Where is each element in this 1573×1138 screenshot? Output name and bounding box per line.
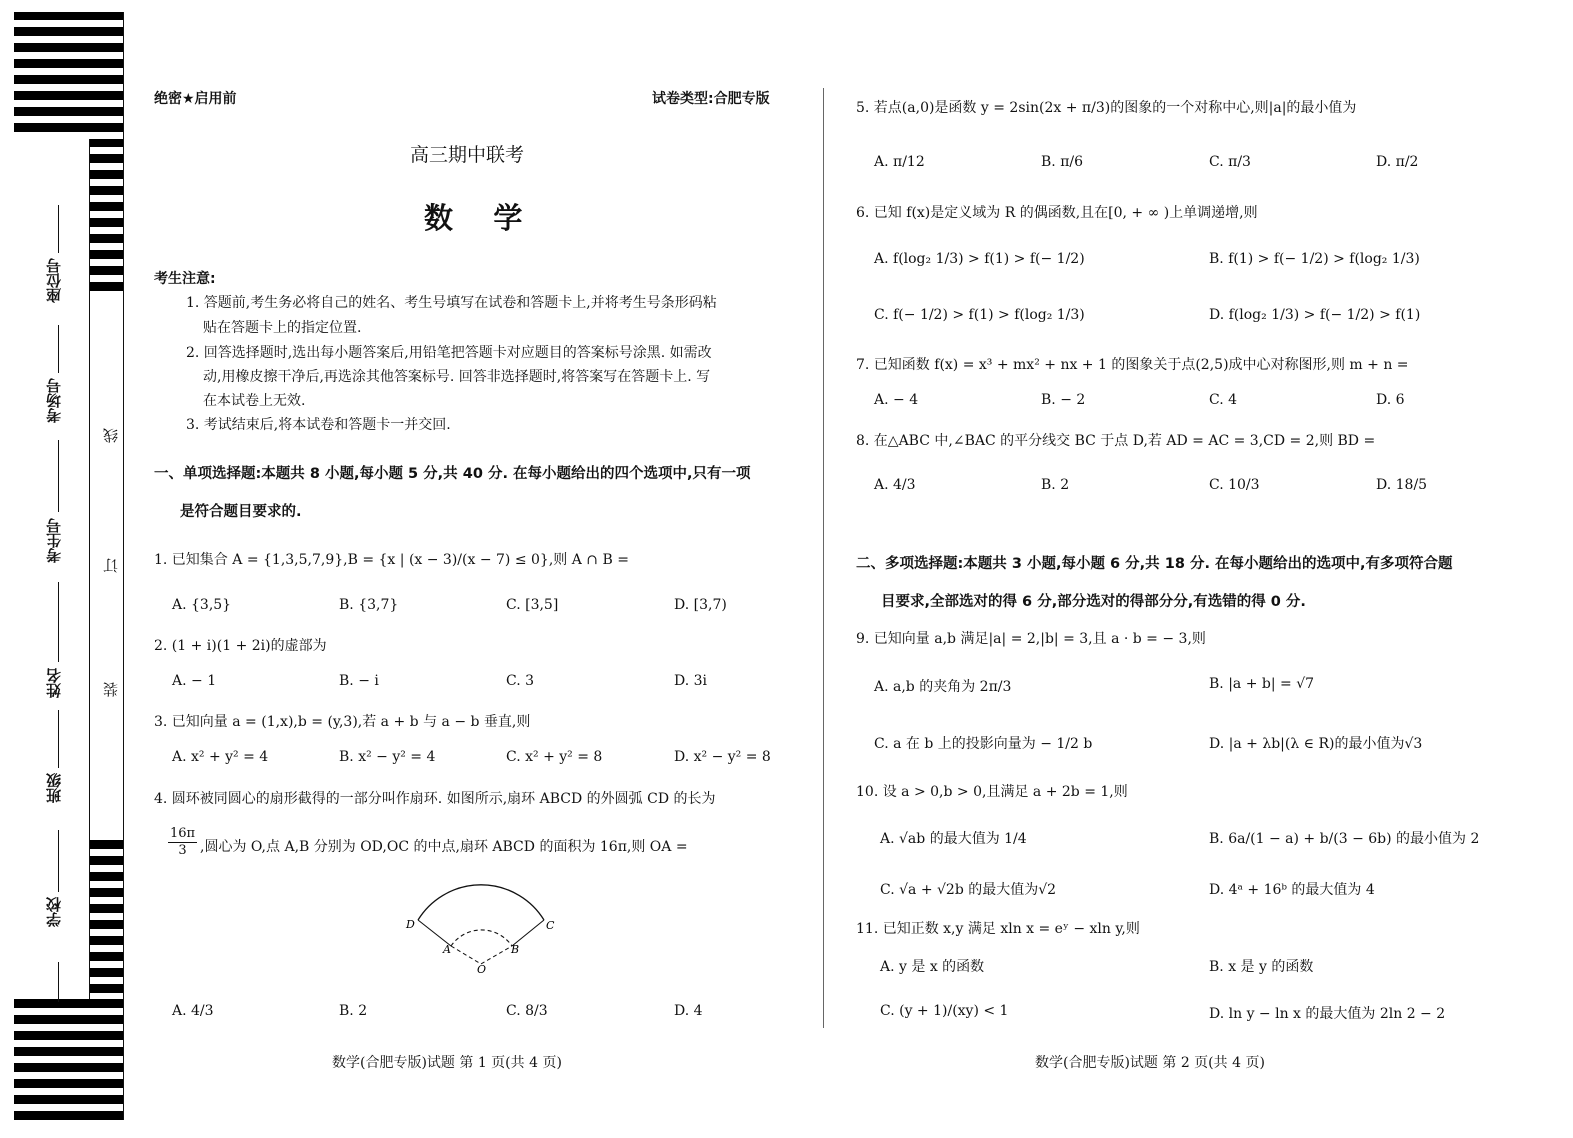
q8-option-a[interactable]: A. 4/3 [874,477,916,493]
q8-option-b[interactable]: B. 2 [1041,477,1070,493]
figure-label-b: B [511,943,520,956]
q1-stem: 1. 已知集合 A = {1,3,5,7,9},B = {x | (x − 3)/(x − 7) ≤ 0},则 A ∩ B = [154,552,629,568]
q3-option-b[interactable]: B. x² − y² = 4 [339,749,436,765]
q2-option-c[interactable]: C. 3 [506,673,535,689]
q4-option-a[interactable]: A. 4/3 [172,1003,214,1019]
footer-right: 数学(合肥专版)试题 第 2 页(共 4 页) [1035,1055,1265,1071]
figure-label-a: A [443,943,451,956]
subject-title: 数 学 [424,201,523,235]
q9-option-a[interactable]: A. a,b 的夹角为 2π/3 [874,679,1012,695]
q6-stem: 6. 已知 f(x)是定义域为 R 的偶函数,且在[0, + ∞ )上单调递增,则 [856,205,1258,221]
q2-option-b[interactable]: B. − i [339,673,379,689]
q10-option-c[interactable]: C. √a + √2b 的最大值为√2 [880,882,1057,898]
q3-stem: 3. 已知向量 a = (1,x),b = (y,3),若 a + b 与 a − b 垂直,则 [154,714,531,730]
q8-stem: 8. 在△ABC 中,∠BAC 的平分线交 BC 于点 D,若 AD = AC = 3,CD = 2,则 BD = [856,433,1376,449]
name-label: 姓名 [45,668,63,698]
class-label: 班级 [45,773,63,803]
seat-label: 座位号 [45,258,63,303]
student-no-label: 考生号 [45,518,63,563]
q1-option-b[interactable]: B. {3,7} [339,597,399,613]
q4-stem: 4. 圆环被同圆心的扇形截得的一部分叫作扇环. 如图所示,扇环 ABCD 的外圆弧 CD 的长为 [154,791,716,807]
section1-heading-2: 是符合题目要求的. [180,504,302,520]
q8-option-c[interactable]: C. 10/3 [1209,477,1260,493]
figure-label-o: O [477,963,487,976]
notice-item-1: 1. 答题前,考生务必将自己的姓名、考生号填写在试卷和答题卡上,并将考生号条形码粘 [186,295,717,311]
figure-label-d: D [406,918,415,931]
q10-stem: 10. 设 a > 0,b > 0,且满足 a + 2b = 1,则 [856,784,1128,800]
q1-option-c[interactable]: C. [3,5] [506,597,559,613]
secret-label: 绝密★启用前 [154,91,237,107]
q9-option-d[interactable]: D. |a + λb|(λ ∈ R)的最小值为√3 [1209,736,1423,752]
section2-heading-2: 目要求,全部选对的得 6 分,部分选对的得部分分,有选错的得 0 分. [881,594,1306,610]
q2-option-a[interactable]: A. − 1 [172,673,217,689]
q5-option-d[interactable]: D. π/2 [1376,154,1419,170]
q4-option-b[interactable]: B. 2 [339,1003,368,1019]
q5-option-c[interactable]: C. π/3 [1209,154,1251,170]
q4-option-d[interactable]: D. 4 [674,1003,703,1019]
notice-item-2c: 在本试卷上无效. [203,393,306,409]
paper-type: 试卷类型:合肥专版 [652,91,770,107]
q3-option-d[interactable]: D. x² − y² = 8 [674,749,771,765]
binding-ding-label: 订 [102,558,120,573]
q6-option-b[interactable]: B. f(1) > f(− 1/2) > f(log₂ 1/3) [1209,251,1420,267]
q4-option-c[interactable]: C. 8/3 [506,1003,548,1019]
q10-option-b[interactable]: B. 6a/(1 − a) + b/(3 − 6b) 的最小值为 2 [1209,831,1480,847]
q5-option-b[interactable]: B. π/6 [1041,154,1084,170]
q7-stem: 7. 已知函数 f(x) = x³ + mx² + nx + 1 的图象关于点(2,5)成中心对称图形,则 m + n = [856,357,1409,373]
q1-option-a[interactable]: A. {3,5} [172,597,232,613]
q11-option-c[interactable]: C. (y + 1)/(xy) < 1 [880,1003,1009,1019]
q9-option-b[interactable]: B. |a + b| = √7 [1209,676,1315,692]
q6-option-a[interactable]: A. f(log₂ 1/3) > f(1) > f(− 1/2) [874,251,1085,267]
q7-option-c[interactable]: C. 4 [1209,392,1238,408]
annulus-sector-figure [400,876,560,976]
q10-option-d[interactable]: D. 4ᵃ + 16ᵇ 的最大值为 4 [1209,882,1375,898]
q11-option-d[interactable]: D. ln y − ln x 的最大值为 2ln 2 − 2 [1209,1006,1446,1022]
column-divider [823,88,824,1028]
q4-fraction: 16π 3 [170,826,196,858]
section2-heading: 二、多项选择题:本题共 3 小题,每小题 6 分,共 18 分. 在每小题给出的选项中,有多项符合题 [856,556,1453,572]
q6-option-c[interactable]: C. f(− 1/2) > f(1) > f(log₂ 1/3) [874,307,1085,323]
notice-item-2: 2. 回答选择题时,选出每小题答案后,用铅笔把答题卡对应题目的答案标号涂黑. 如需改 [186,345,712,361]
q7-option-a[interactable]: A. − 4 [874,392,919,408]
q9-stem: 9. 已知向量 a,b 满足|a| = 2,|b| = 3,且 a · b = − 3,则 [856,631,1206,647]
q2-option-d[interactable]: D. 3i [674,673,708,689]
q4-stem-2: ,圆心为 O,点 A,B 分别为 OD,OC 的中点,扇环 ABCD 的面积为 16π,则 OA = [200,839,688,855]
notice-item-3: 3. 考试结束后,将本试卷和答题卡一并交回. [186,417,451,433]
figure-label-c: C [546,919,555,932]
q7-option-d[interactable]: D. 6 [1376,392,1405,408]
q11-stem: 11. 已知正数 x,y 满足 xln x = eʸ − xln y,则 [856,921,1140,937]
footer-left: 数学(合肥专版)试题 第 1 页(共 4 页) [332,1055,562,1071]
exam-title: 高三期中联考 [410,144,525,166]
q3-option-a[interactable]: A. x² + y² = 4 [172,749,269,765]
q9-option-c[interactable]: C. a 在 b 上的投影向量为 − 1/2 b [874,736,1093,752]
notice-item-2b: 动,用橡皮擦干净后,再选涂其他答案标号. 回答非选择题时,将答案写在答题卡上. 写 [203,369,711,385]
q6-option-d[interactable]: D. f(log₂ 1/3) > f(− 1/2) > f(1) [1209,307,1421,323]
notice-title: 考生注意: [154,271,216,287]
binding-zhuang-label: 装 [102,682,120,697]
q7-option-b[interactable]: B. − 2 [1041,392,1086,408]
q5-option-a[interactable]: A. π/12 [874,154,925,170]
room-label: 考场号 [45,378,63,423]
school-label: 学校 [45,897,63,927]
binding-line-label: 线 [102,428,120,443]
q11-option-a[interactable]: A. y 是 x 的函数 [880,959,985,975]
q11-option-b[interactable]: B. x 是 y 的函数 [1209,959,1314,975]
notice-item-1b: 贴在答题卡上的指定位置. [203,320,362,336]
q10-option-a[interactable]: A. √ab 的最大值为 1/4 [880,831,1027,847]
q2-stem: 2. (1 + i)(1 + 2i)的虚部为 [154,638,327,654]
section1-heading: 一、单项选择题:本题共 8 小题,每小题 5 分,共 40 分. 在每小题给出的四个选项中,只有一项 [154,466,751,482]
q5-stem: 5. 若点(a,0)是函数 y = 2sin(2x + π/3)的图象的一个对称中心,则|a|的最小值为 [856,100,1357,116]
q3-option-c[interactable]: C. x² + y² = 8 [506,749,603,765]
q1-option-d[interactable]: D. [3,7) [674,597,727,613]
q8-option-d[interactable]: D. 18/5 [1376,477,1428,493]
